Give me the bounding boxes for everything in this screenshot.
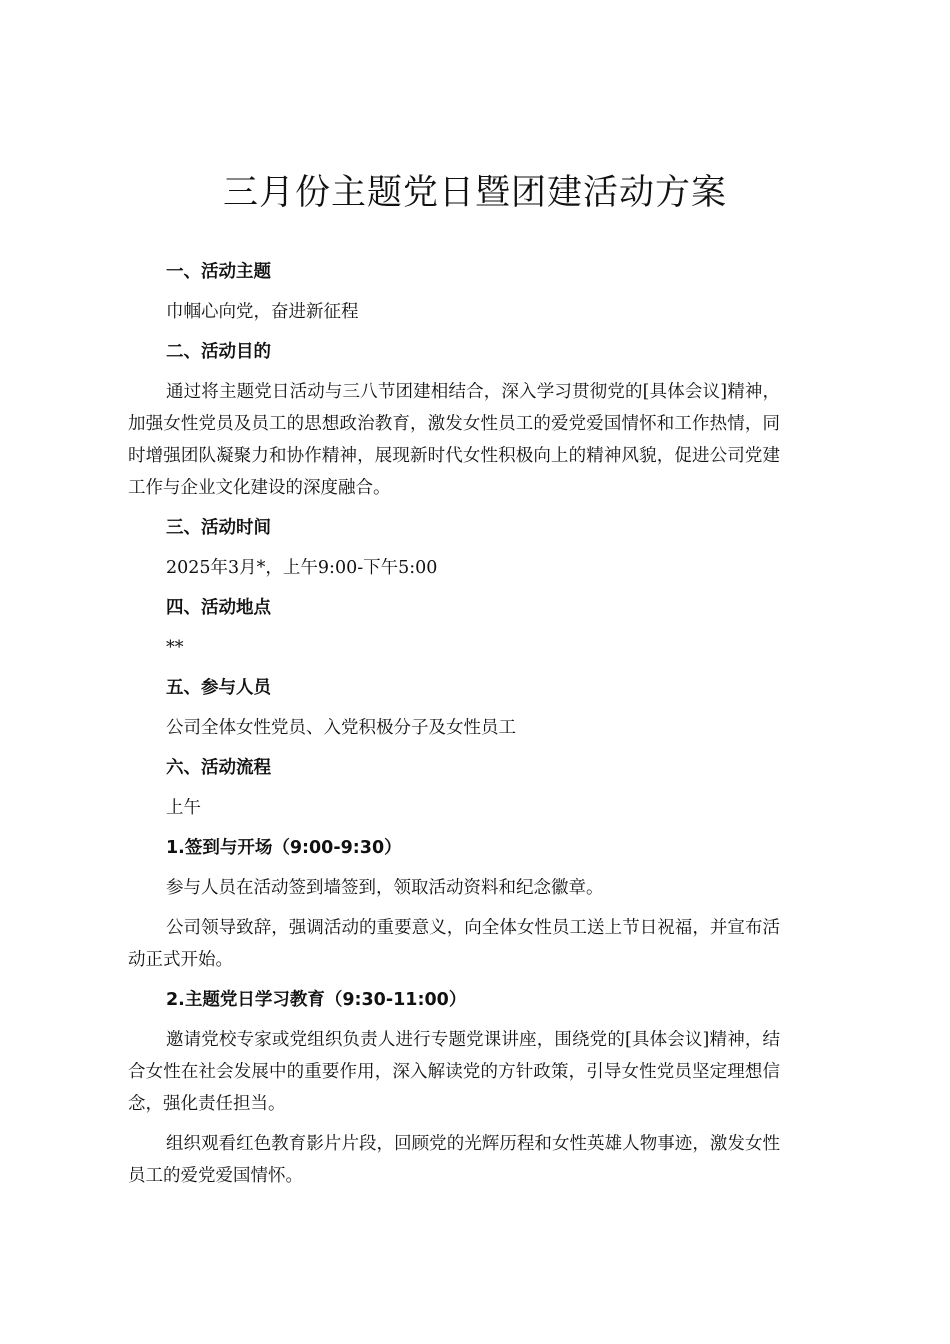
section-body-time: 2025年3月*，上午9:00-下午5:00 xyxy=(166,558,438,578)
document-body xyxy=(128,256,818,1200)
section-body-location: ** xyxy=(166,638,184,658)
document-title: 三月份主题党日暨团建活动方案 xyxy=(222,173,727,213)
step-paragraph-checkin-2: 公司领导致辞，强调活动的重要意义，向全体女性员工送上节日祝福，并宣布活动正式开始。 xyxy=(128,918,780,970)
section-heading-process: 六、活动流程 xyxy=(166,758,271,778)
section-body-theme: 巾帼心向党，奋进新征程 xyxy=(166,302,359,322)
section-heading-purpose: 二、活动目的 xyxy=(166,342,271,362)
section-heading-participants: 五、参与人员 xyxy=(166,678,271,698)
step-paragraph-checkin-1: 参与人员在活动签到墙签到，领取活动资料和纪念徽章。 xyxy=(166,878,604,898)
section-heading-theme: 一、活动主题 xyxy=(166,262,271,282)
section-body-process: 上午 xyxy=(166,798,201,818)
step-paragraph-study-1: 邀请党校专家或党组织负责人进行专题党课讲座，围绕党的[具体会议]精神，结合女性在社会发展中的重要作用，深入解读党的方针政策，引导女性党员坚定理想信念，强化责任担当。 xyxy=(128,1030,780,1114)
section-heading-time: 三、活动时间 xyxy=(166,518,271,538)
step-heading-study: 2.主题党日学习教育（9:30-11:00） xyxy=(166,990,467,1010)
step-paragraph-study-2: 组织观看红色教育影片片段，回顾党的光辉历程和女性英雄人物事迹，激发女性员工的爱党爱国情怀。 xyxy=(128,1134,780,1186)
section-body-participants: 公司全体女性党员、入党积极分子及女性员工 xyxy=(166,718,516,738)
step-heading-checkin: 1.签到与开场（9:00-9:30） xyxy=(166,838,402,858)
section-heading-location: 四、活动地点 xyxy=(166,598,271,618)
section-body-purpose: 通过将主题党日活动与三八节团建相结合，深入学习贯彻党的[具体会议]精神，加强女性党员及员工的思想政治教育，激发女性员工的爱党爱国情怀和工作热情，同时增强团队凝聚力和协作精神，展现新时代女性积极向上的精神风貌，促进公司党建工作与企业文化建设的深度融合。 xyxy=(128,382,780,498)
